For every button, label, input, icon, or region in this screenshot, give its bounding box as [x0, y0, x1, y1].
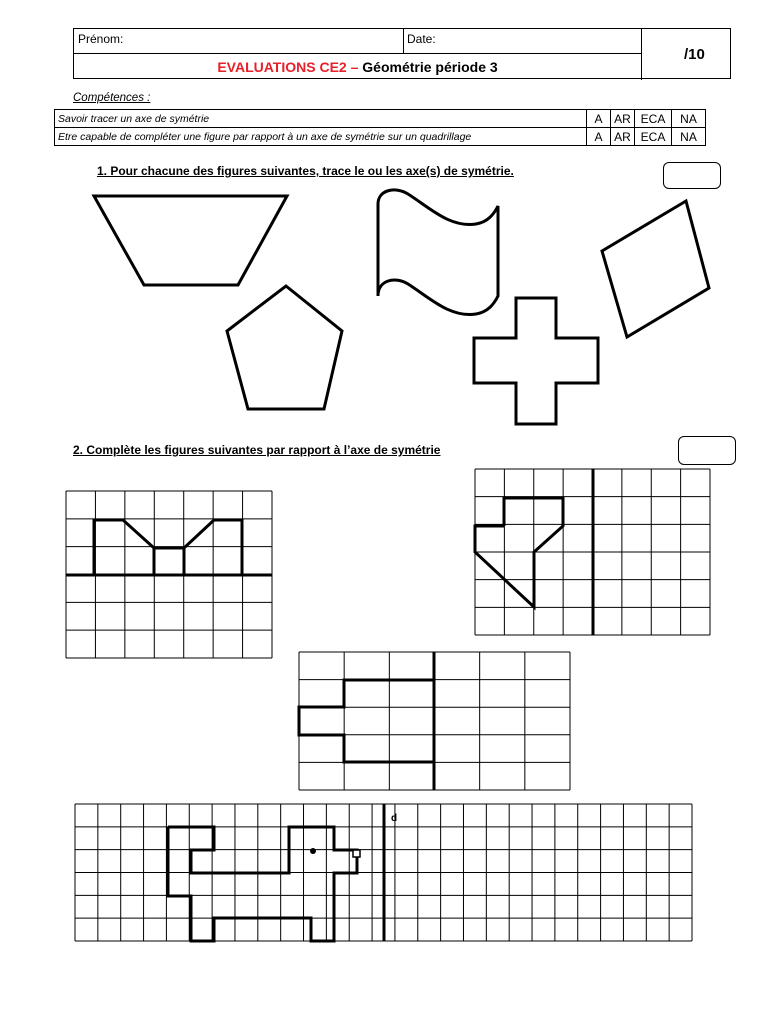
partial-figure	[154, 548, 184, 575]
level-na[interactable]: NA	[672, 110, 706, 128]
title-subject: Géométrie période 3	[358, 59, 498, 75]
competence-text: Etre capable de compléter une figure par rapport à un axe de symétrie sur un quadrillage	[55, 128, 587, 146]
cross-shape[interactable]	[474, 298, 598, 424]
partial-figure	[299, 680, 434, 762]
level-na[interactable]: NA	[672, 128, 706, 146]
grid-4[interactable]	[75, 804, 692, 941]
axis-label: d	[391, 813, 398, 824]
pentagon-shape[interactable]	[227, 286, 342, 409]
grid-3[interactable]	[299, 652, 570, 790]
competence-text: Savoir tracer un axe de symétrie	[55, 110, 587, 128]
level-a[interactable]: A	[587, 110, 611, 128]
grid-1[interactable]	[66, 491, 272, 658]
dog-eye	[310, 848, 316, 854]
level-eca[interactable]: ECA	[635, 110, 672, 128]
exercise1-title: 1. Pour chacune des figures suivantes, trace le ou les axe(s) de symétrie.	[97, 164, 514, 178]
dog-nose	[353, 850, 360, 857]
exercise2-title: 2. Complète les figures suivantes par rapport à l’axe de symétrie	[73, 443, 441, 457]
competences-label: Compétences :	[73, 92, 151, 104]
title-evaluation: EVALUATIONS CE2 –	[217, 59, 359, 75]
dog-figure	[168, 827, 357, 941]
flag-shape[interactable]	[378, 190, 498, 315]
exercise2-score-box[interactable]	[678, 436, 736, 465]
level-a[interactable]: A	[587, 128, 611, 146]
total-score: /10	[684, 46, 705, 63]
level-ar[interactable]: AR	[611, 110, 635, 128]
rhombus-shape[interactable]	[602, 201, 709, 337]
prenom-field[interactable]: Prénom:	[78, 32, 124, 46]
grid-2[interactable]	[475, 469, 710, 635]
level-ar[interactable]: AR	[611, 128, 635, 146]
level-eca[interactable]: ECA	[635, 128, 672, 146]
date-field[interactable]: Date:	[407, 32, 436, 46]
trapezoid-shape[interactable]	[94, 196, 287, 285]
